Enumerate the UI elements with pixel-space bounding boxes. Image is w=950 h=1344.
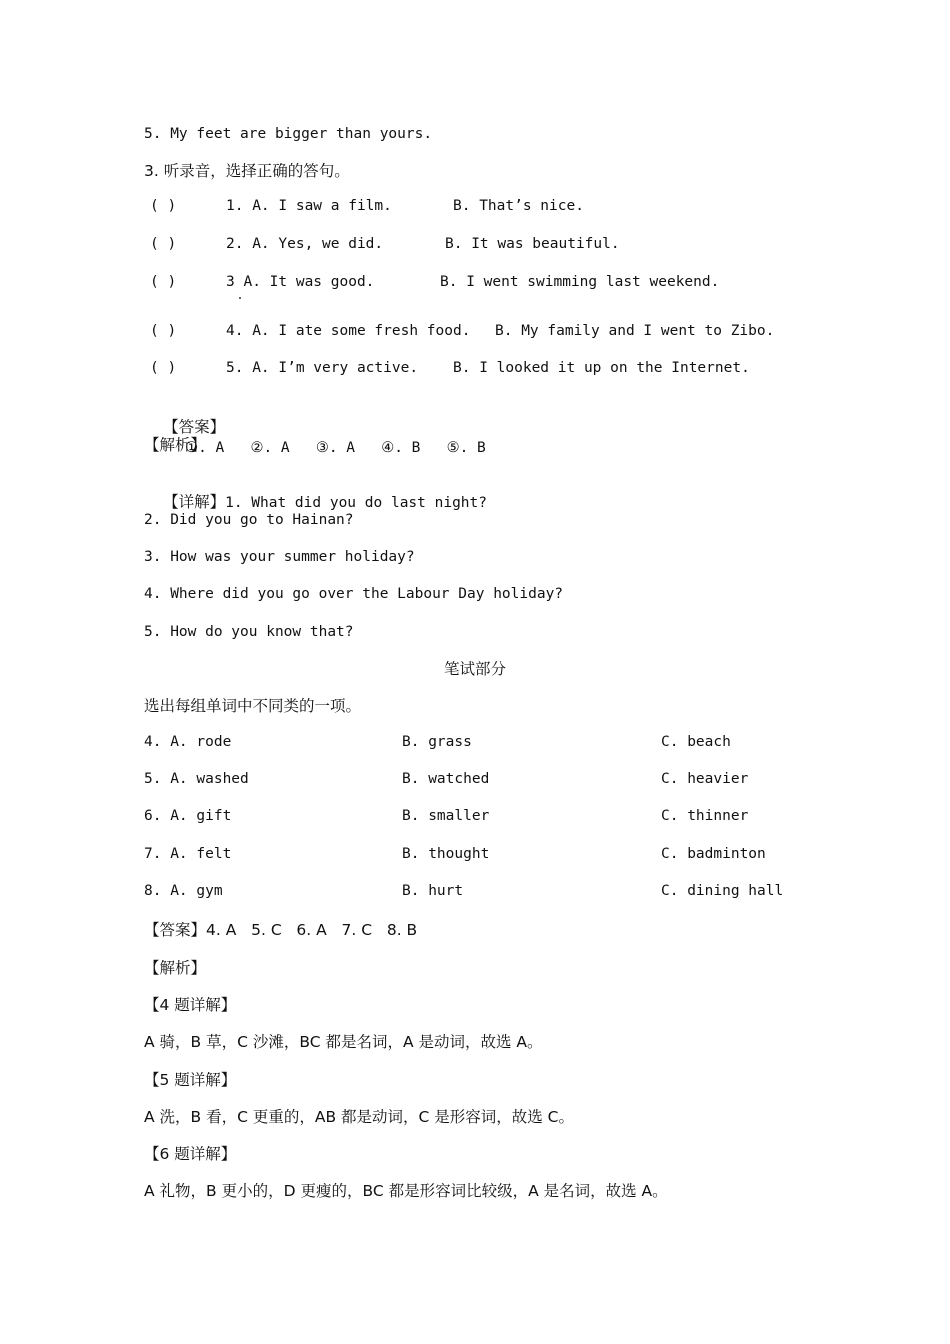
explanation-title: 【5 题详解】 [144, 1071, 237, 1089]
option-b: B. smaller [402, 808, 490, 824]
option-b: B. That’s nice. [453, 198, 584, 214]
option-b: B. My family and I went to Zibo. [495, 323, 775, 339]
option-c: C. beach [661, 734, 731, 750]
written-answer-line: 【答案】4. A 5. C 6. A 7. C 8. B [144, 921, 418, 939]
option-b: B. grass [402, 734, 472, 750]
option-b: B. It was beautiful. [445, 236, 620, 252]
detail-text: 4. Where did you go over the Labour Day holiday? [144, 586, 564, 602]
option-a: 4. A. I ate some fresh food. [226, 323, 471, 339]
listening-instruction: 3. 听录音，选择正确的答句。 [144, 162, 350, 180]
option-a: 5. A. washed [144, 771, 249, 787]
stray-dot [239, 297, 241, 299]
explanation-title: 【6 题详解】 [144, 1145, 237, 1163]
option-a: 8. A. gym [144, 883, 223, 899]
answer-blank: ( ) [150, 198, 177, 214]
option-c: C. dining hall [661, 883, 784, 899]
answer-label: 【答案】 [163, 418, 226, 436]
option-c: C. thinner [661, 808, 749, 824]
answer-blank: ( ) [150, 274, 177, 290]
answer-blank: ( ) [150, 323, 177, 339]
answer-blank: ( ) [150, 360, 177, 376]
option-c: C. heavier [661, 771, 749, 787]
option-a: 7. A. felt [144, 846, 232, 862]
option-a: 5. A. I’m very active. [226, 360, 419, 376]
option-a: 6. A. gift [144, 808, 232, 824]
explanation-text: A 洗，B 看，C 更重的，AB 都是动词，C 是形容词，故选 C。 [144, 1108, 575, 1126]
explanation-text: A 骑，B 草，C 沙滩，BC 都是名词，A 是动词，故选 A。 [144, 1033, 543, 1051]
written-instruction: 选出每组单词中不同类的一项。 [144, 697, 362, 715]
previous-item-line: 5. My feet are bigger than yours. [144, 126, 433, 142]
option-b: B. hurt [402, 883, 464, 899]
section-title: 笔试部分 [443, 660, 506, 678]
option-a: 2. A. Yes, we did. [226, 236, 384, 252]
option-b: B. watched [402, 771, 490, 787]
option-b: B. thought [402, 846, 490, 862]
option-a: 4. A. rode [144, 734, 232, 750]
analysis-label: 【解析】 [144, 436, 207, 454]
analysis-label: 【解析】 [144, 959, 207, 977]
option-c: C. badminton [661, 846, 766, 862]
detail-label: 【详解】 [163, 493, 226, 511]
option-a: 1. A. I saw a film. [226, 198, 392, 214]
answer-values: ①. A ②. A ③. A ④. B ⑤. B [185, 440, 486, 456]
detail-text: 2. Did you go to Hainan? [144, 512, 354, 528]
option-b: B. I went swimming last weekend. [440, 274, 720, 290]
detail-text: 3. How was your summer holiday? [144, 549, 415, 565]
explanation-text: A 礼物，B 更小的，D 更瘦的，BC 都是形容词比较级，A 是名词，故选 A。 [144, 1182, 668, 1200]
detail-text: 1. What did you do last night? [225, 495, 487, 511]
detail-text: 5. How do you know that? [144, 624, 354, 640]
explanation-title: 【4 题详解】 [144, 996, 237, 1014]
answer-blank: ( ) [150, 236, 177, 252]
option-b: B. I looked it up on the Internet. [453, 360, 750, 376]
option-a: 3 A. It was good. [226, 274, 375, 290]
